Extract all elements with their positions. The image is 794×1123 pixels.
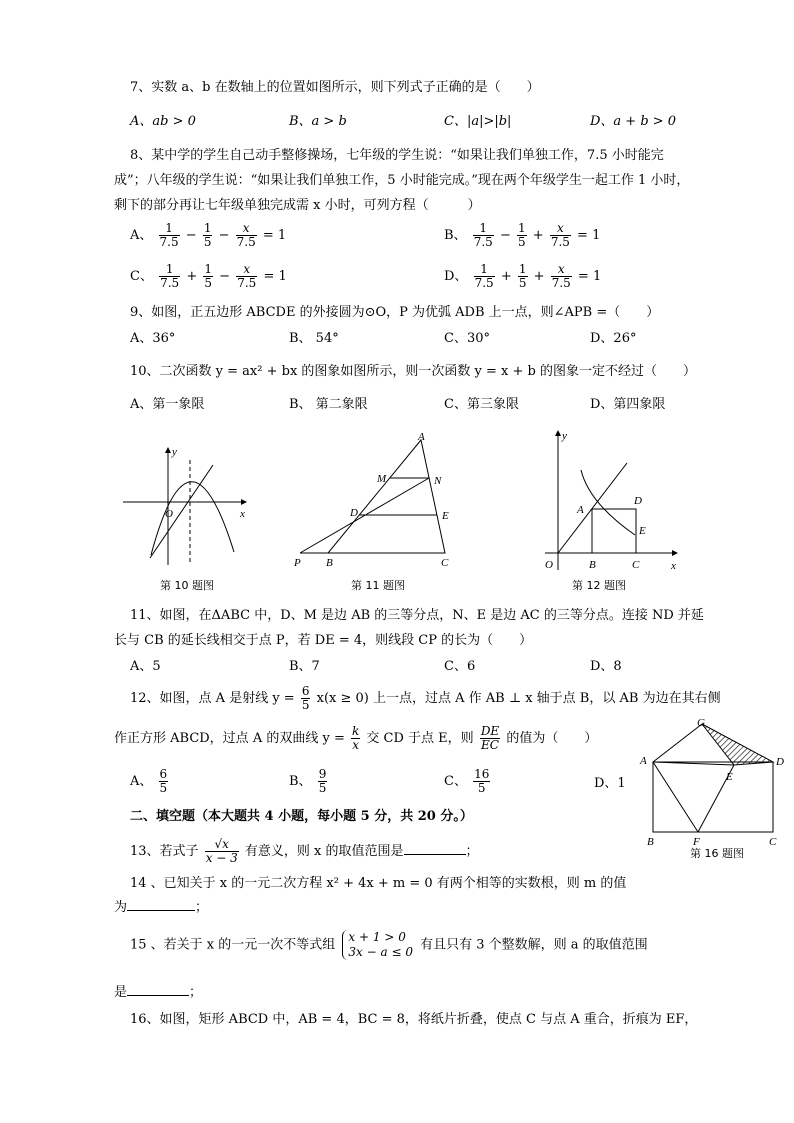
fig12-label-d: D xyxy=(634,495,642,507)
q10-option-d: D、第四象限 xyxy=(590,397,666,412)
q11-line2: 长与 CB 的延长线相交于点 P，若 DE = 4，则线段 CP 的长为（ ） xyxy=(114,633,533,648)
fig10-label-o: O xyxy=(165,508,173,520)
q15-line1: 15 、若关于 x 的一元一次不等式组 x + 1 > 0 3x − a ≤ 0 有且只有 3 个整数解，则 a 的取值范围 xyxy=(130,930,648,959)
fig12-hyperbola xyxy=(581,470,635,535)
q15-inequality-system: x + 1 > 0 3x − a ≤ 0 xyxy=(342,930,413,960)
q8-option-d: D、 $\frac{1}{7.5}$ + $\frac{1}{5}$ + $\frac{x}{7.5}$ = 1 xyxy=(444,262,602,290)
fig16-segment-ag xyxy=(653,724,702,762)
fig12-caption: 第 12 题图 xyxy=(572,579,626,592)
q7-option-d: D、a + b > 0 xyxy=(590,114,677,129)
q11-line1: 11、如图，在ΔABC 中，D、M 是边 AB 的三等分点，N、E 是边 AC 的三等分点。连接 ND 并延 xyxy=(130,608,704,623)
fig16-label-d: D xyxy=(776,756,784,768)
fig11-caption: 第 11 题图 xyxy=(351,579,405,592)
fig12-label-y: y xyxy=(562,430,567,442)
q13: 13、若式子 $\frac{√x}{x - 3}$ 有意义，则 x 的取值范围是 ； xyxy=(130,837,479,865)
fig16-label-b: B xyxy=(647,836,654,847)
q15-line2: 是 ； xyxy=(114,985,203,1000)
q12-line1: 12、如图，点 A 是射线 y = $\frac{6}{5}$ x(x ≥ 0) 上一点，过点 A 作 AB ⊥ x 轴于点 B，以 AB 为边在其右侧 xyxy=(130,684,721,712)
q7-option-b: B、a > b xyxy=(289,114,347,129)
q10-option-b: B、 第二象限 xyxy=(289,397,368,412)
fig11-label-c: C xyxy=(441,557,449,569)
fig11-label-e: E xyxy=(442,510,449,522)
q15-answer-blank[interactable] xyxy=(127,995,189,996)
fig16-rectangle-abcd xyxy=(653,762,773,832)
fig16-label-a: A xyxy=(640,755,647,767)
q7-stem: 7、实数 a、b 在数轴上的位置如图所示，则下列式子正确的是（ ） xyxy=(130,80,540,95)
q10-option-a: A、第一象限 xyxy=(130,397,205,412)
q8-line1: 8、某中学的学生自己动手整修操场，七年级的学生说：“如果让我们单独工作，7.5 小时能完 xyxy=(130,148,664,163)
q9-stem: 9、如图，正五边形 ABCDE 的外接圆为⊙O，P 为优弧 ADB 上一点，则∠APB =（ ） xyxy=(130,305,660,320)
q10-stem: 10、二次函数 y = ax² + bx 的图象如图所示，则一次函数 y = x + b 的图象一定不经过（ ） xyxy=(130,364,696,379)
fig10-parabola xyxy=(151,482,234,555)
q11-option-a: A、5 xyxy=(130,659,161,674)
q8-option-c: C、 $\frac{1}{7.5}$ + $\frac{1}{5}$ − $\frac{x}{7.5}$ = 1 xyxy=(130,262,287,290)
fig11-label-a: A xyxy=(418,431,425,443)
q12-option-c: C、 $\frac{16}{5}$ xyxy=(444,767,490,795)
q11-option-d: D、8 xyxy=(590,659,622,674)
q12-option-b: B、 $\frac{9}{5}$ xyxy=(289,767,327,795)
q9-option-b: B、 54° xyxy=(289,331,339,346)
q7-option-a: A、ab > 0 xyxy=(130,114,196,129)
fig12-label-c: C xyxy=(632,559,640,571)
fig12-label-a: A xyxy=(577,504,584,516)
fig12-label-o: O xyxy=(545,559,553,571)
fig11-label-n: N xyxy=(434,475,442,487)
figure-16 xyxy=(636,712,794,847)
fig10-label-x: x xyxy=(240,508,245,520)
figure-11 xyxy=(288,430,463,570)
q13-answer-blank[interactable] xyxy=(404,854,466,855)
q9-option-d: D、26° xyxy=(590,331,637,346)
fig11-label-p: P xyxy=(294,557,301,569)
figure-10 xyxy=(118,440,253,570)
figure-12 xyxy=(535,425,685,577)
fig16-label-f: F xyxy=(693,836,700,847)
q12-option-d: D、1 xyxy=(594,776,626,791)
fig11-label-b: B xyxy=(326,557,333,569)
fig16-label-e: E xyxy=(726,771,733,783)
fig16-label-g: G xyxy=(697,717,705,729)
fig16-segment-af xyxy=(653,762,698,832)
fig10-line xyxy=(150,465,213,558)
q16-line1: 16、如图，矩形 ABCD 中，AB = 4，BC = 8，将纸片折叠，使点 C 与点 A 重合，折痕为 EF， xyxy=(130,1012,698,1027)
q9-option-c: C、30° xyxy=(444,331,490,346)
q10-option-c: C、第三象限 xyxy=(444,397,519,412)
q14-line2: 为 ； xyxy=(114,900,209,915)
q9-option-a: A、36° xyxy=(130,331,176,346)
fig11-label-m: M xyxy=(377,473,387,485)
q14-answer-blank[interactable] xyxy=(127,910,195,911)
q14-line1: 14 、已知关于 x 的一元二次方程 x² + 4x + m = 0 有两个相等的实数根，则 m 的值 xyxy=(130,876,627,891)
section-2-heading: 二、填空题（本大题共 4 小题，每小题 5 分，共 20 分。） xyxy=(130,809,473,824)
fig11-triangle-abc xyxy=(328,440,445,553)
q8-line2: 成”；八年级的学生说：“如果让我们单独工作，5 小时能完成。”现在两个年级学生一起工作 1 小时， xyxy=(114,173,690,188)
q7-option-c: C、|a|>|b| xyxy=(444,114,512,129)
fig10-label-y: y xyxy=(172,446,177,458)
fig16-hatched-triangle xyxy=(702,724,773,765)
fig10-caption: 第 10 题图 xyxy=(160,579,214,592)
q12-line2: 作正方形 ABCD，过点 A 的双曲线 y = $\frac{k}{x}$ 交 CD 于点 E，则 $\frac{DE}{EC}$ 的值为（ ） xyxy=(114,724,598,752)
q8-line3: 剩下的部分再让七年级单独完成需 x 小时，可列方程（ ） xyxy=(114,198,481,213)
fig12-label-b: B xyxy=(589,559,596,571)
fig16-label-c: C xyxy=(769,836,777,847)
q8-option-a: A、 $\frac{1}{7.5}$ − $\frac{1}{5}$ − $\frac{x}{7.5}$ = 1 xyxy=(130,221,287,249)
fig16-caption: 第 16 题图 xyxy=(690,847,744,860)
q11-option-b: B、7 xyxy=(289,659,320,674)
fig11-label-d: D xyxy=(350,507,358,519)
q8-option-b: B、 $\frac{1}{7.5}$ − $\frac{1}{5}$ + $\frac{x}{7.5}$ = 1 xyxy=(444,221,601,249)
q11-option-c: C、6 xyxy=(444,659,476,674)
fig12-label-e: E xyxy=(639,525,646,537)
q12-option-a: A、 $\frac{6}{5}$ xyxy=(130,767,168,795)
fig12-label-x: x xyxy=(671,560,676,572)
